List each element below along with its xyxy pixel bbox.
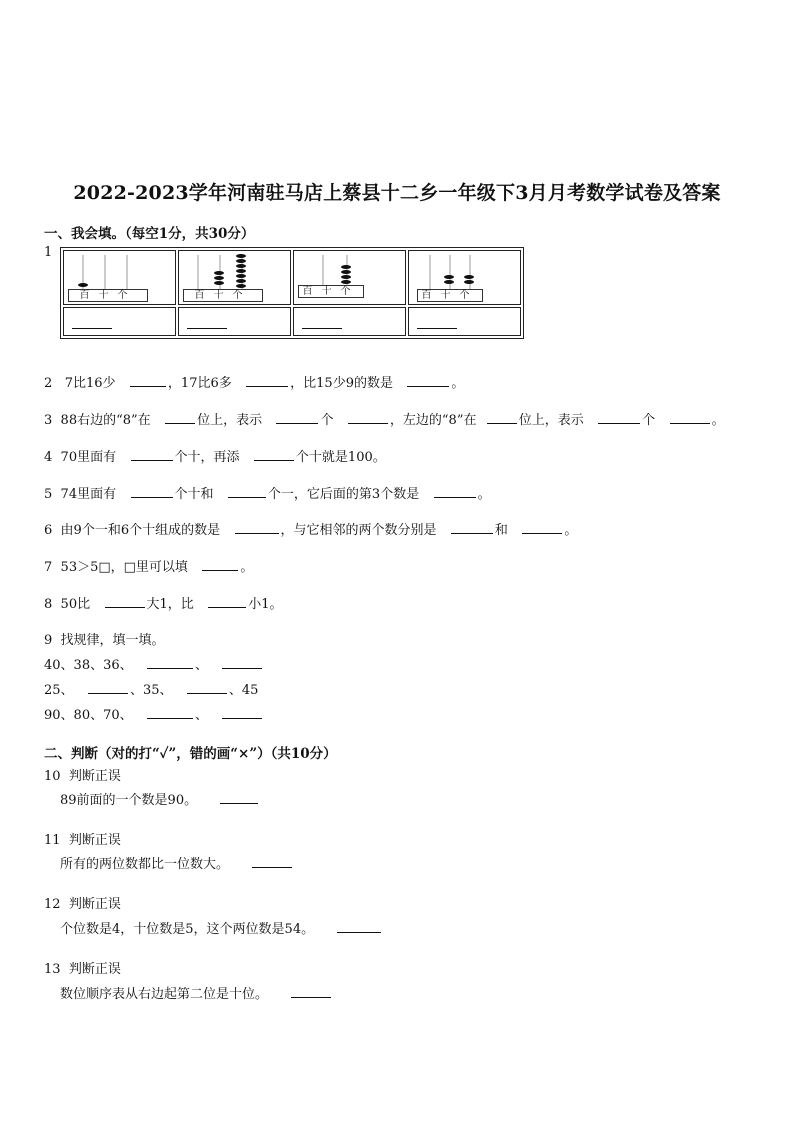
- question-3: [44, 409, 725, 428]
- question-10-header: [44, 765, 121, 784]
- q2-blank-3[interactable]: [407, 375, 449, 387]
- question-11-body: [60, 853, 294, 872]
- q3-text: 个: [642, 413, 656, 428]
- q3-blank-5[interactable]: [598, 412, 640, 424]
- q6-text: 由9个一和6个十组成的数是: [60, 523, 221, 538]
- q9-row3-text: 90、80、70、: [44, 708, 133, 723]
- abacus-answer-cell-4[interactable]: [408, 307, 521, 336]
- q9-row2-blank-2[interactable]: [187, 682, 227, 694]
- abacus-answer-cell-3[interactable]: [293, 307, 406, 336]
- q10-text: 89前面的一个数是90。: [60, 793, 198, 808]
- question-5: [44, 483, 491, 502]
- question-4: [44, 446, 386, 465]
- q5-blank-3[interactable]: [434, 486, 476, 498]
- q12-label: 判断正误: [68, 897, 121, 912]
- q6-blank-2[interactable]: [451, 522, 493, 534]
- q7-text: 53＞5□，□里可以填: [60, 560, 188, 575]
- q8-text: 50比: [60, 597, 91, 612]
- question-11-header: [44, 829, 121, 848]
- q3-blank-1[interactable]: [165, 412, 195, 424]
- abacus-answer-cell-1[interactable]: [63, 307, 176, 336]
- q3-blank-3[interactable]: [348, 412, 388, 424]
- q7-number: 7: [44, 560, 53, 575]
- q8-blank-1[interactable]: [105, 596, 145, 608]
- question-12-body: [60, 918, 383, 937]
- q9-row1-blank-2[interactable]: [222, 657, 262, 669]
- q2-blank-1[interactable]: [130, 375, 166, 387]
- q6-blank-1[interactable]: [235, 522, 279, 534]
- abacus-cell-4: [408, 250, 521, 305]
- q8-text: 小1。: [248, 597, 283, 612]
- q13-text: 数位顺序表从右边起第二位是十位。: [60, 987, 269, 1002]
- q4-blank-1[interactable]: [131, 449, 173, 461]
- q6-text: ，与它相邻的两个数分别是: [280, 523, 437, 538]
- q9-row2-text: 、45: [228, 683, 259, 698]
- q4-text: 70里面有: [60, 450, 117, 465]
- q3-blank-2[interactable]: [276, 412, 318, 424]
- q5-number: 5: [44, 487, 53, 502]
- q9-row1-blank-1[interactable]: [147, 657, 193, 669]
- q6-blank-3[interactable]: [522, 522, 562, 534]
- q13-number: 13: [44, 962, 61, 977]
- q3-text: 位上，表示: [197, 413, 263, 428]
- q5-text: 74里面有: [60, 487, 117, 502]
- q10-label: 判断正误: [68, 769, 121, 784]
- abacus-base-label: 百十个: [183, 289, 263, 302]
- q2-blank-2[interactable]: [246, 375, 288, 387]
- q3-text: 个: [320, 413, 334, 428]
- q2-text: ，17比6多: [167, 376, 232, 391]
- q5-text: 。: [477, 487, 491, 502]
- abacus-answer-cell-2[interactable]: [178, 307, 291, 336]
- q11-number: 11: [44, 833, 61, 848]
- q8-blank-2[interactable]: [208, 596, 246, 608]
- q3-number: 3: [44, 413, 53, 428]
- q4-text: 个十就是100。: [295, 450, 386, 465]
- q3-text: 88右边的“8”在: [60, 413, 151, 428]
- q3-text: ，左边的“8”在: [389, 413, 477, 428]
- q12-number: 12: [44, 897, 61, 912]
- q9-number: 9: [44, 633, 53, 648]
- q7-blank-1[interactable]: [202, 559, 238, 571]
- q12-text: 个位数是4，十位数是5，这个两位数是54。: [60, 922, 315, 937]
- q9-row1-sep: 、: [195, 658, 209, 673]
- q9-row1-text: 40、38、36、: [44, 658, 133, 673]
- section2-heading: 二、判断（对的打“✓”，错的画“×”）（共10分）: [44, 746, 337, 762]
- question-2: [44, 372, 464, 391]
- q9-row2-text: 25、: [44, 683, 74, 698]
- q3-blank-4[interactable]: [487, 412, 517, 424]
- q9-row-2: [44, 679, 258, 698]
- q9-row2-blank-1[interactable]: [88, 682, 128, 694]
- q4-text: 个十，再添: [174, 450, 240, 465]
- q8-text: 大1，比: [146, 597, 194, 612]
- q2-text: 。: [451, 376, 465, 391]
- q1-number: 1: [44, 245, 53, 260]
- q10-number: 10: [44, 769, 61, 784]
- q13-label: 判断正误: [68, 962, 121, 977]
- question-7: [44, 556, 253, 575]
- q10-answer-blank[interactable]: [220, 792, 258, 804]
- abacus-table: [60, 247, 524, 339]
- question-12-header: [44, 893, 121, 912]
- q11-text: 所有的两位数都比一位数大。: [60, 857, 230, 872]
- q9-row3-blank-1[interactable]: [147, 707, 193, 719]
- q3-text: 。: [711, 413, 725, 428]
- abacus-base-label: 百十个: [298, 285, 364, 298]
- q11-answer-blank[interactable]: [252, 856, 292, 868]
- question-13-header: [44, 958, 121, 977]
- q9-row2-text: 、35、: [129, 683, 173, 698]
- question-8: [44, 593, 282, 612]
- question-9: [44, 629, 165, 648]
- page-title: 2022-2023学年河南驻马店上蔡县十二乡一年级下3月月考数学试卷及答案: [73, 182, 721, 204]
- q9-row3-blank-2[interactable]: [222, 707, 262, 719]
- abacus-base-label: 百十个: [417, 289, 483, 302]
- q9-row-3: [44, 704, 264, 723]
- q9-row3-sep: 、: [195, 708, 209, 723]
- abacus-cell-1: [63, 250, 176, 305]
- q6-number: 6: [44, 523, 53, 538]
- abacus-base-label: 百十个: [68, 289, 148, 302]
- q5-blank-2[interactable]: [228, 486, 266, 498]
- q5-blank-1[interactable]: [131, 486, 173, 498]
- q6-text: 。: [564, 523, 578, 538]
- q4-number: 4: [44, 450, 53, 465]
- q2-number: 2: [44, 376, 53, 391]
- q2-text: ，比15少9的数是: [290, 376, 393, 391]
- question-6: [44, 519, 577, 538]
- question-10-body: [60, 789, 260, 808]
- q3-text: 位上，表示: [518, 413, 584, 428]
- q7-text: 。: [240, 560, 254, 575]
- abacus-cell-3: [293, 250, 406, 305]
- q11-label: 判断正误: [68, 833, 121, 848]
- q6-text: 和: [494, 523, 508, 538]
- q8-number: 8: [44, 597, 53, 612]
- question-13-body: [60, 983, 333, 1002]
- q13-answer-blank[interactable]: [291, 986, 331, 998]
- q5-text: 个十和: [174, 487, 214, 502]
- q9-text: 找规律，填一填。: [60, 633, 165, 648]
- abacus-cell-2: [178, 250, 291, 305]
- q5-text: 个一，它后面的第3个数是: [267, 487, 420, 502]
- q12-answer-blank[interactable]: [337, 921, 381, 933]
- q2-text: 7比16少: [64, 376, 116, 391]
- q4-blank-2[interactable]: [254, 449, 294, 461]
- q3-blank-6[interactable]: [670, 412, 710, 424]
- q9-row-1: [44, 654, 264, 673]
- section1-heading: 一、我会填。（每空1分，共30分）: [44, 226, 255, 242]
